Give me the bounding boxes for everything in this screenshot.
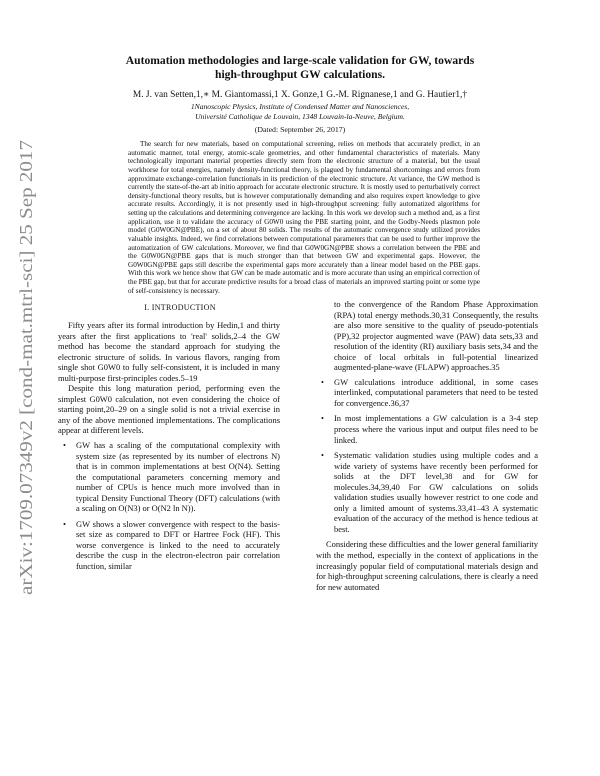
intro-paragraph-1: Fifty years after its formal introduction by Hedin,1 and thirty years after the first applications to 'real' solids,2–4 the GW method has become the standard approach for studying the electronic structure of solids. In various flavors, ranging from single shot G0W0 to fully self-consistent, it is included in many multi-purpose first-principles codes.5–19 <box>58 320 280 383</box>
continued-item-text: to the convergence of the Random Phase Approximation (RPA) total energy methods.30,31 Consequently, the results are also more sensitive to the quality of pseudo-potentials (PP),32 projector augmented wave (PAW) data sets,33 and resolution of the identity (RI) auxiliary basis sets,34 and the choice of local orbitals in full-potential linearized augmented-plane-wave (FLAPW) approaches.35 <box>334 299 538 373</box>
abstract-text: The search for new materials, based on computational screening, relies on methods that accurately predict, in an automatic manner, total energy, atomic-scale geometries, and other fundamental characteristics of materials. Many technologically important material properties directly stem from the electronic structure of a material, but the usual workhorse for total energies, namely density-functional theory, is plagued by fundamental shortcomings and errors from approximate exchange-correlation functionals in its prediction of the electronic structure. At variance, the GW method is currently the state-of-the-art ab initio approach for accurate electronic structure. It is mostly used to perturbatively correct density-functional theory results, but is however computationally demanding and also requires expert knowledge to give accurate results. Accordingly, it is not presently used in high-throughput screening: fully automatized algorithms for setting up the calculations and determining convergence are lacking. In this work we develop such a method and, as a first application, use it to validate the accuracy of G0W0 using the PBE starting point, and the Godby-Needs plasmon pole model (G0W0GN@PBE), on a set of about 80 solids. The results of the automatic convergence study utilized provides valuable insights. Indeed, we find correlations between computational parameters that can be used to further improve the automatization of GW calculations. Moreover, we find that G0W0GN@PBE shows a correlation between the PBE and the G0W0GN@PBE gaps that is much stronger than that between GW and experimental gaps. However, the G0W0GN@PBE gaps still describe the experimental gaps more accurately than a linear model based on the PBE gaps. With this work we hence show that GW can be made automatic and is more accurate than using an empirical correction of the PBE gap, but that for accurate predictive results for a broad class of materials an improved starting point or some type of self-consistency is necessary. <box>128 140 480 295</box>
intro-paragraph-3: Considering these difficulties and the lower general familiarity with the method, especially in the context of applications in the increasingly popular field of computational materials design and for high-throughput screening calculations, there is clearly a need for new automated <box>316 539 538 592</box>
title-line-1: Automation methodologies and large-scale validation for GW, towards <box>125 54 475 67</box>
arxiv-identifier: arXiv:1709.07349v2 [cond-mat.mtrl-sci] 25 Sep 2017 <box>16 216 36 595</box>
abstract <box>128 140 480 295</box>
affiliation-line-1: 1Nanoscopic Physics, Institute of Condensed Matter and Nanosciences, <box>190 102 410 111</box>
section-heading-introduction: I. INTRODUCTION <box>144 303 216 312</box>
intro-paragraph-2: Despite this long maturation period, performing even the simplest G0W0 calculation, not even considering the choice of starting point,20–29 on a single solid is not a trivial exercise in any of the above mentioned implementations. The complications appear at different levels. <box>58 383 280 436</box>
list-item <box>316 450 538 534</box>
list-item-text: GW calculations introduce additional, in some cases interlinked, computational parameters that need to be tested for convergence.36,37 <box>334 376 538 408</box>
complications-list-continued <box>316 377 538 535</box>
paper-title <box>90 54 510 82</box>
list-item <box>58 440 280 514</box>
dated-line: (Dated: September 26, 2017) <box>254 125 346 134</box>
title-line-2: high-throughput GW calculations. <box>215 68 385 81</box>
list-item <box>58 519 280 572</box>
arxiv-side-label <box>2 140 46 600</box>
list-item-text: GW shows a slower convergence with respect to the basis-set size as compared to DFT or Hartree Fock (HF). This worse convergence is linked to the need to accurately describe the cusp in the electron-electron pair correlation function, similar <box>76 518 280 572</box>
list-item <box>316 413 538 445</box>
list-item-text: In most implementations a GW calculation is a 3-4 step process where the various input and output files need to be linked. <box>334 413 538 445</box>
list-item-text: Systematic validation studies using multiple codes and a wide variety of systems have recently been performed for solids at the DFT level,38 and for GW for molecules.34,39,40 For GW calculations on solids validation studies usually however restrict to one code and only a limited amount of systems.33,41–43 A systematic evaluation of the accuracy of the method is hence tedious at best. <box>334 450 538 534</box>
affiliation <box>70 102 530 122</box>
left-column <box>58 320 280 770</box>
right-column <box>316 299 538 769</box>
affiliation-line-2: Université Catholique de Louvain, 1348 Louvain-la-Neuve, Belgium. <box>195 112 405 121</box>
list-item <box>316 377 538 409</box>
complications-list <box>58 440 280 572</box>
list-item-text: GW has a scaling of the computational complexity with system size (as represented by its number of electrons N) that is in common implementations at best O(N4). Setting the computational parameters concerning memory and number of CPUs is hence much more involved than in typical Density Functional Theory (DFT) calculations (with a scaling on O(N3) or O(N2 ln N)). <box>76 440 280 514</box>
author-list: M. J. van Setten,1,∗ M. Giantomassi,1 X. Gonze,1 G.-M. Rignanese,1 and G. Hautier1,† <box>132 90 468 100</box>
